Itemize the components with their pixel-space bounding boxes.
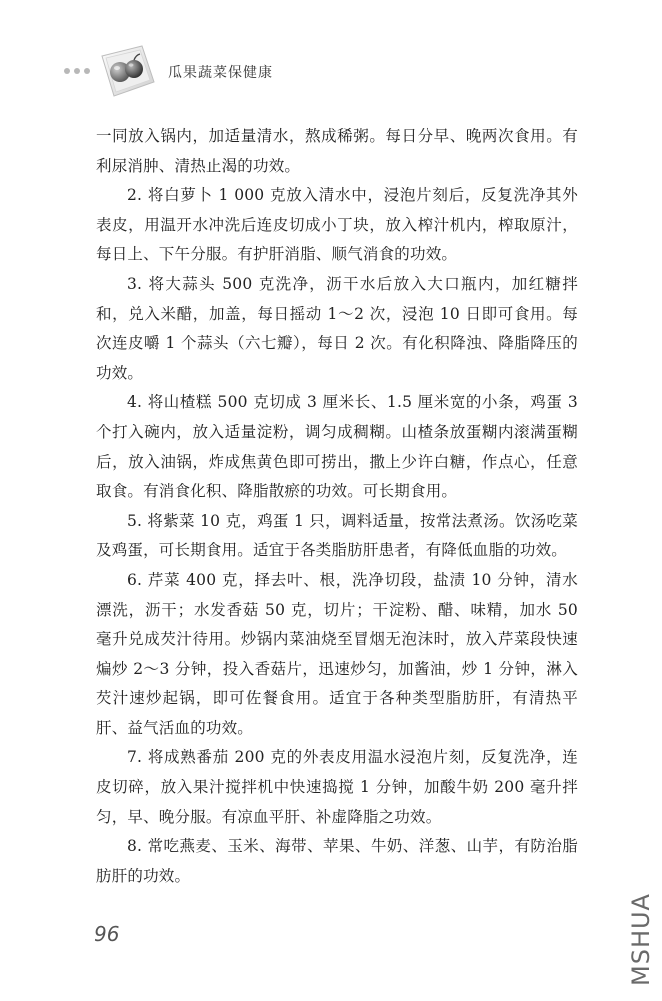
- page-number: 96: [94, 922, 120, 946]
- dot-icon: [84, 68, 90, 74]
- paragraph: 4. 将山楂糕 500 克切成 3 厘米长、1.5 厘米宽的小条，鸡蛋 3 个打入碗内，放入适量淀粉，调匀成稠糊。山楂条放蛋糊内滚满蛋糊后，放入油锅，炸成焦黄色即可捞出，撒上少许白糖，作点心，任意取食。有消食化积、降脂散瘀的功效。可长期食用。: [96, 393, 578, 501]
- running-header: [0, 40, 662, 110]
- paragraph: 5. 将紫菜 10 克，鸡蛋 1 只，调料适量，按常法煮汤。饮汤吃菜及鸡蛋，可长期食用。适宜于各类脂肪肝患者，有降低血脂的功效。: [96, 511, 578, 560]
- watermark: [626, 878, 656, 988]
- paragraph: 8. 常吃燕麦、玉米、海带、苹果、牛奶、洋葱、山芋，有防治脂肪肝的功效。: [96, 837, 578, 885]
- watermark-text: MSHUA: [627, 893, 655, 986]
- paragraph: 7. 将成熟番茄 200 克的外表皮用温水浸泡片刻，反复洗净，连皮切碎，放入果汁搅拌机中快速捣搅 1 分钟，加酸牛奶 200 毫升拌匀，早、晚分服。有凉血平肝、补虚降脂之功效。: [96, 748, 578, 826]
- dot-icon: [64, 68, 70, 74]
- paragraph: 2. 将白萝卜 1 000 克放入清水中，浸泡片刻后，反复洗净其外表皮，用温开水冲洗后连皮切成小丁块，放入榨汁机内，榨取原汁，每日上、下午分服。有护肝消脂、顺气消食的功效。: [96, 186, 578, 264]
- header-title: 瓜果蔬菜保健康: [168, 65, 273, 81]
- paragraph: 6. 芹菜 400 克，择去叶、根，洗净切段，盐渍 10 分钟，清水漂洗，沥干；水发香菇 50 克，切片；干淀粉、醋、味精，加水 50 毫升兑成芡汁待用。炒锅内菜油烧至冒烟无泡沫时，放入芹菜段快速煸炒 2～3 分钟，投入香菇片，迅速炒匀，加酱油，炒 1 分钟，淋入芡汁速炒起锅，即可佐餐食用。适宜于各种类型脂肪肝，有清热平肝、益气活血的功效。: [96, 570, 578, 737]
- paragraph: 一同放入锅内，加适量清水，熬成稀粥。每日分早、晚两次食用。有利尿消肿、清热止渴的功效。: [96, 127, 578, 175]
- dot-icon: [74, 68, 80, 74]
- decorative-dots: [64, 68, 94, 76]
- fruit-plate-logo: [96, 42, 158, 102]
- body-text: [96, 122, 578, 891]
- paragraph: 3. 将大蒜头 500 克洗净，沥干水后放入大口瓶内，加红糖拌和，兑入米醋，加盖，每日摇动 1～2 次，浸泡 10 日即可食用。每次连皮嚼 1 个蒜头（六七瓣），每日 2 次。有化积降浊、降脂降压的功效。: [96, 274, 578, 382]
